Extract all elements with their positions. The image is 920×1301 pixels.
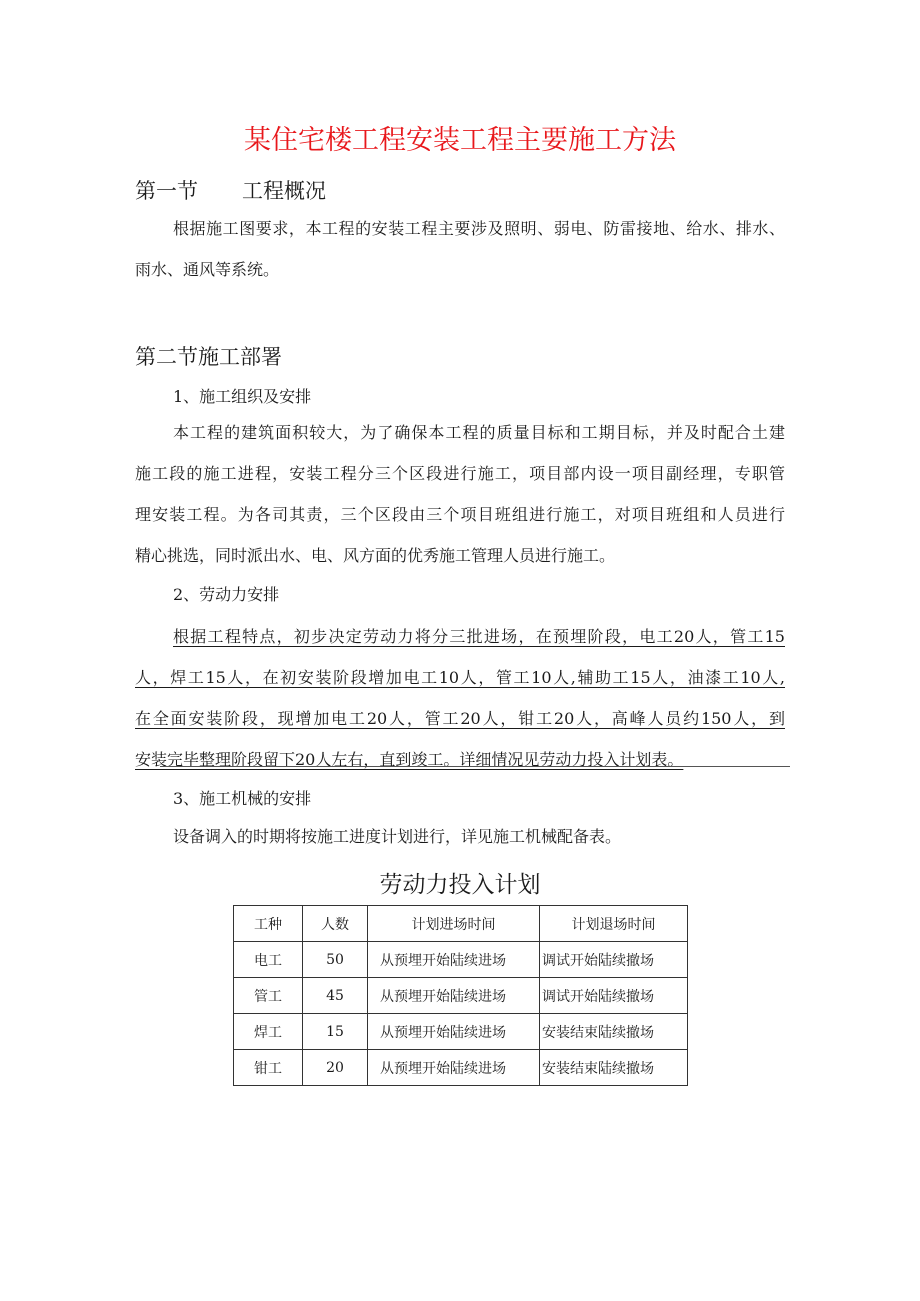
document-title: 某住宅楼工程安装工程主要施工方法 <box>244 125 676 156</box>
cell-count: 20 <box>303 1050 368 1086</box>
subsection-1-paragraph <box>135 412 785 576</box>
table-title: 劳动力投入计划 <box>379 872 541 898</box>
table-row <box>234 1050 688 1086</box>
header-exit-time: 计划退场时间 <box>540 906 688 942</box>
section-1-heading <box>135 175 326 205</box>
subsection-3-title: 3、施工机械的安排 <box>173 789 312 808</box>
paragraph-line: 精心挑选，同时派出水、电、风方面的优秀施工管理人员进行施工。 <box>135 546 616 565</box>
cell-exit-time: 安装结束陆续撤场 <box>540 1050 688 1086</box>
cell-trade: 焊工 <box>234 1014 303 1050</box>
cell-trade: 管工 <box>234 978 303 1014</box>
cell-count: 50 <box>303 942 368 978</box>
header-trade: 工种 <box>234 906 303 942</box>
paragraph-line: 人，焊工15人，在初安装阶段增加电工10人，管工10人,辅助工15人，油漆工10人, <box>135 668 785 687</box>
section-2-heading: 第二节施工部署 <box>135 345 282 369</box>
cell-trade: 钳工 <box>234 1050 303 1086</box>
paragraph-line: 在全面安装阶段，现增加电工20人，管工20人，钳工20人，高峰人员约150人，到 <box>135 709 785 728</box>
paragraph-line: 理安装工程。为各司其责，三个区段由三个项目班组进行施工，对项目班组和人员进行 <box>135 505 785 524</box>
table-row <box>234 1014 688 1050</box>
subsection-2-title: 2、劳动力安排 <box>173 585 280 604</box>
section-1-number: 第一节 <box>135 179 198 203</box>
cell-count: 15 <box>303 1014 368 1050</box>
header-entry-time: 计划进场时间 <box>368 906 540 942</box>
paragraph-line: 安装完毕整理阶段留下20人左右，直到竣工。详细情况见劳动力投入计划表。 <box>135 750 684 769</box>
paragraph-line: 根据工程特点，初步决定劳动力将分三批进场，在预埋阶段，电工20人，管工15 <box>173 627 785 646</box>
cell-entry-time: 从预埋开始陆续进场 <box>368 1014 540 1050</box>
cell-entry-time: 从预埋开始陆续进场 <box>368 978 540 1014</box>
table-row <box>234 978 688 1014</box>
divider-line <box>160 766 790 767</box>
cell-exit-time: 调试开始陆续撤场 <box>540 942 688 978</box>
labor-plan-table <box>233 905 688 1086</box>
paragraph-line: 施工段的施工进程，安装工程分三个区段进行施工，项目部内设一项目副经理，专职管 <box>135 464 785 483</box>
cell-trade: 电工 <box>234 942 303 978</box>
table-header-row <box>234 906 688 942</box>
cell-exit-time: 安装结束陆续撤场 <box>540 1014 688 1050</box>
paragraph-line: 根据施工图要求，本工程的安装工程主要涉及照明、弱电、防雷接地、给水、排水、 <box>173 219 785 238</box>
section-1-paragraph <box>135 208 785 290</box>
header-count: 人数 <box>303 906 368 942</box>
cell-entry-time: 从预埋开始陆续进场 <box>368 1050 540 1086</box>
paragraph-line: 本工程的建筑面积较大，为了确保本工程的质量目标和工期目标，并及时配合土建 <box>173 423 785 442</box>
section-1-name: 工程概况 <box>242 179 326 203</box>
cell-exit-time: 调试开始陆续撤场 <box>540 978 688 1014</box>
paragraph-line: 雨水、通风等系统。 <box>135 260 280 279</box>
cell-count: 45 <box>303 978 368 1014</box>
cell-entry-time: 从预埋开始陆续进场 <box>368 942 540 978</box>
subsection-3-text: 设备调入的时期将按施工进度计划进行，详见施工机械配备表。 <box>173 827 622 846</box>
subsection-2-paragraph <box>135 616 785 780</box>
subsection-1-title: 1、施工组织及安排 <box>173 387 312 406</box>
table-row <box>234 942 688 978</box>
